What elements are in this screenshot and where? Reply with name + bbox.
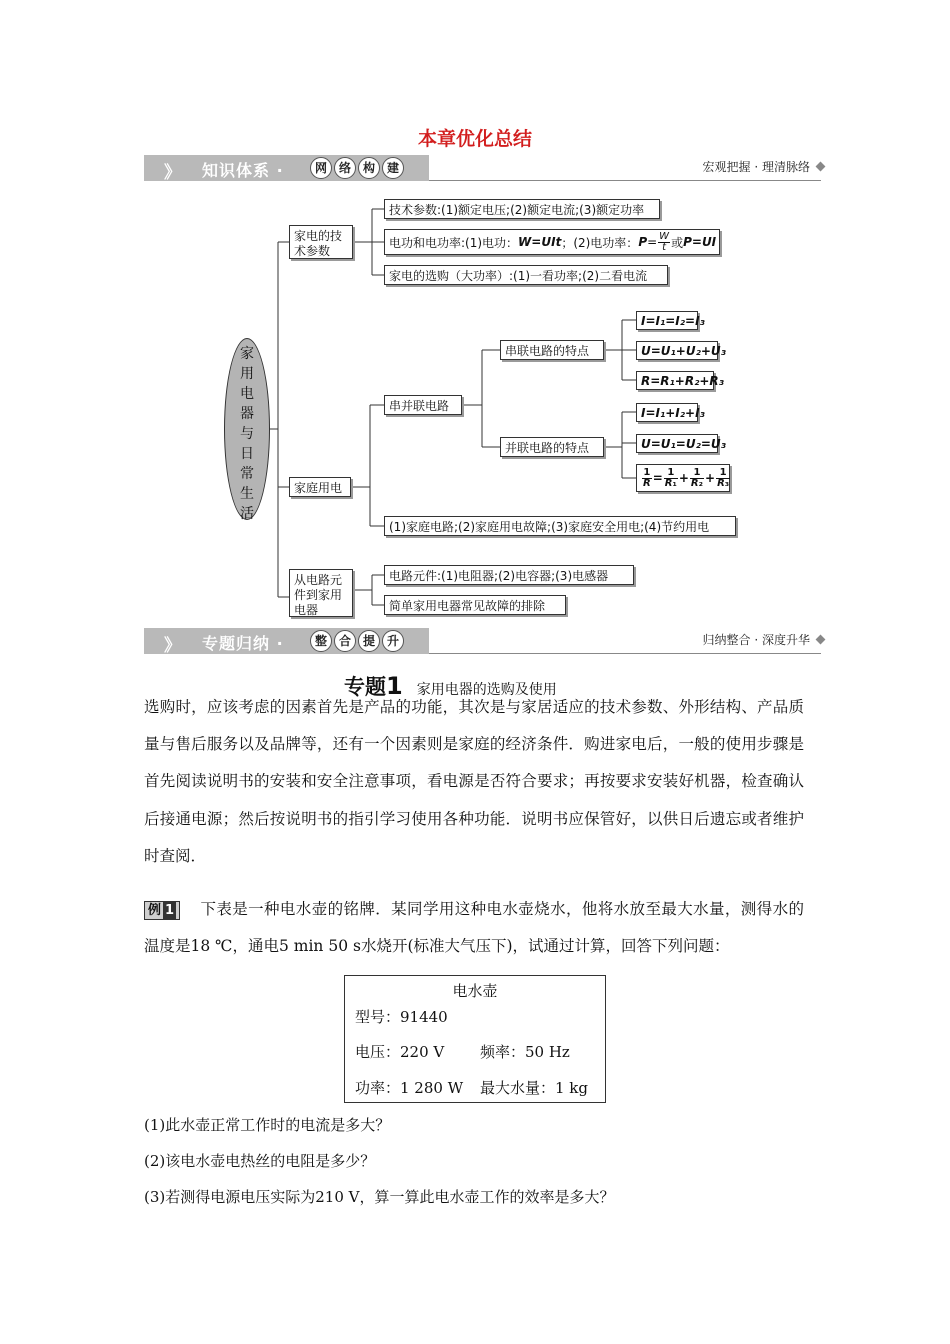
node-fault-removal: 简单家用电器常见故障的排除 [384, 595, 566, 615]
question-1: (1)此水壶正常工作时的电流是多大？ [144, 1116, 391, 1134]
banner-bubble: 网 [310, 157, 332, 179]
banner-rule [429, 653, 821, 654]
example-text: 下表是一种电水壶的铭牌．某同学用这种电水壶烧水，他将水放至最大水量，测得水的温度是18 ℃，通电5 min 50 s水烧开(标准大气压下)，试通过计算，回答下列问题： [144, 900, 804, 956]
banner-label: 知识体系 · [202, 161, 284, 180]
banner-bubble: 络 [334, 157, 356, 179]
branch-circuit-to-appliance: 从电路元件到家用电器 [289, 569, 353, 617]
banner-bubble: 提 [358, 630, 380, 652]
node-tech-params: 技术参数:(1)额定电压;(2)额定电流;(3)额定功率 [384, 199, 660, 219]
formula-parallel-resistance: $\frac{1}{R}$ = $\frac{1}{\text{R₁}}$ + $\frac{1}{\text{R₂}}$ + $\frac{1}{\text{R₃}}$ [636, 464, 730, 492]
node-work-power: 电功和电功率:(1)电功： W=UIt ；(2)电功率： P = $\frac{W}{t}$ 或 P=UI [384, 229, 720, 255]
banner-bubble: 整 [310, 630, 332, 652]
section-banner-topics [144, 628, 824, 654]
double-chevron-icon: 》 [164, 163, 181, 183]
banner-bubbles [310, 630, 404, 652]
example-badge: 例 1 [144, 901, 180, 920]
nameplate-frequency: 频率：50 Hz [480, 1043, 570, 1061]
nameplate-title: 电水壶 [452, 982, 498, 1000]
mindmap-root-label: 家用电器与日常生活 [240, 346, 254, 522]
formula-parallel-voltage: U=U₁=U₂=U₃ [636, 434, 718, 453]
nameplate-voltage: 电压：220 V [355, 1043, 445, 1061]
question-2: (2)该电水壶电热丝的电阻是多少？ [144, 1152, 376, 1170]
formula-series-current: I=I₁=I₂=I₃ [636, 311, 698, 330]
node-parallel-features: 并联电路的特点 [500, 437, 604, 457]
nameplate-capacity: 最大水量：1 kg [480, 1079, 589, 1097]
formula-parallel-current: I=I₁+I₂+I₃ [636, 403, 698, 422]
double-chevron-icon: 》 [164, 636, 181, 656]
banner-subtitle: 宏观把握 · 理清脉络 [702, 160, 810, 174]
node-purchase: 家电的选购（大功率）:(1)一看功率;(2)二看电流 [384, 265, 668, 285]
formula-series-voltage: U=U₁+U₂+U₃ [636, 341, 718, 360]
node-series-features: 串联电路的特点 [500, 340, 604, 360]
banner-bubble: 构 [358, 157, 380, 179]
topic-prefix: 专题 [344, 675, 386, 699]
node-series-parallel: 串并联电路 [384, 395, 462, 415]
example-block [144, 891, 804, 965]
banner-bubble: 合 [334, 630, 356, 652]
topic-paragraph: 选购时，应该考虑的因素首先是产品的功能，其次是与家居适应的技术参数、外形结构、产品质量与售后服务以及品牌等，还有一个因素则是家庭的经济条件．购进家电后，一般的使用步骤是首先阅读说明书的安装和安全注意事项，看电源是否符合要求；再按要求安装好机器，检查确认后接通电源；然后按说明书的指引学习使用各种功能．说明书应保管好，以供日后遗忘或者维护时查阅． [144, 698, 804, 865]
question-3: (3)若测得电源电压实际为210 V，算一算此电水壶工作的效率是多大？ [144, 1188, 615, 1206]
nameplate-power: 功率：1 280 W [355, 1079, 464, 1097]
formula-series-resistance: R=R₁+R₂+R₃ [636, 371, 714, 390]
banner-bubble: 升 [382, 630, 404, 652]
topic-title: 家用电器的选购及使用 [416, 682, 557, 698]
nameplate-table [344, 975, 606, 1103]
mindmap-connectors [0, 0, 950, 640]
diamond-icon [816, 635, 826, 645]
branch-tech-params: 家电的技术参数 [289, 225, 353, 259]
node-home-circuit: (1)家庭电路;(2)家庭用电故障;(3)家庭安全用电;(4)节约用电 [384, 516, 736, 536]
banner-subtitle: 归纳整合 · 深度升华 [702, 633, 810, 647]
page-title: 本章优化总结 [417, 128, 532, 150]
topic-number: 1 [386, 672, 403, 700]
banner-label: 专题归纳 · [202, 634, 284, 653]
banner-bubble: 建 [382, 157, 404, 179]
branch-household-power: 家庭用电 [289, 477, 351, 497]
nameplate-model: 型号：91440 [355, 1008, 448, 1026]
node-circuit-components: 电路元件:(1)电阻器;(2)电容器;(3)电感器 [384, 565, 634, 585]
